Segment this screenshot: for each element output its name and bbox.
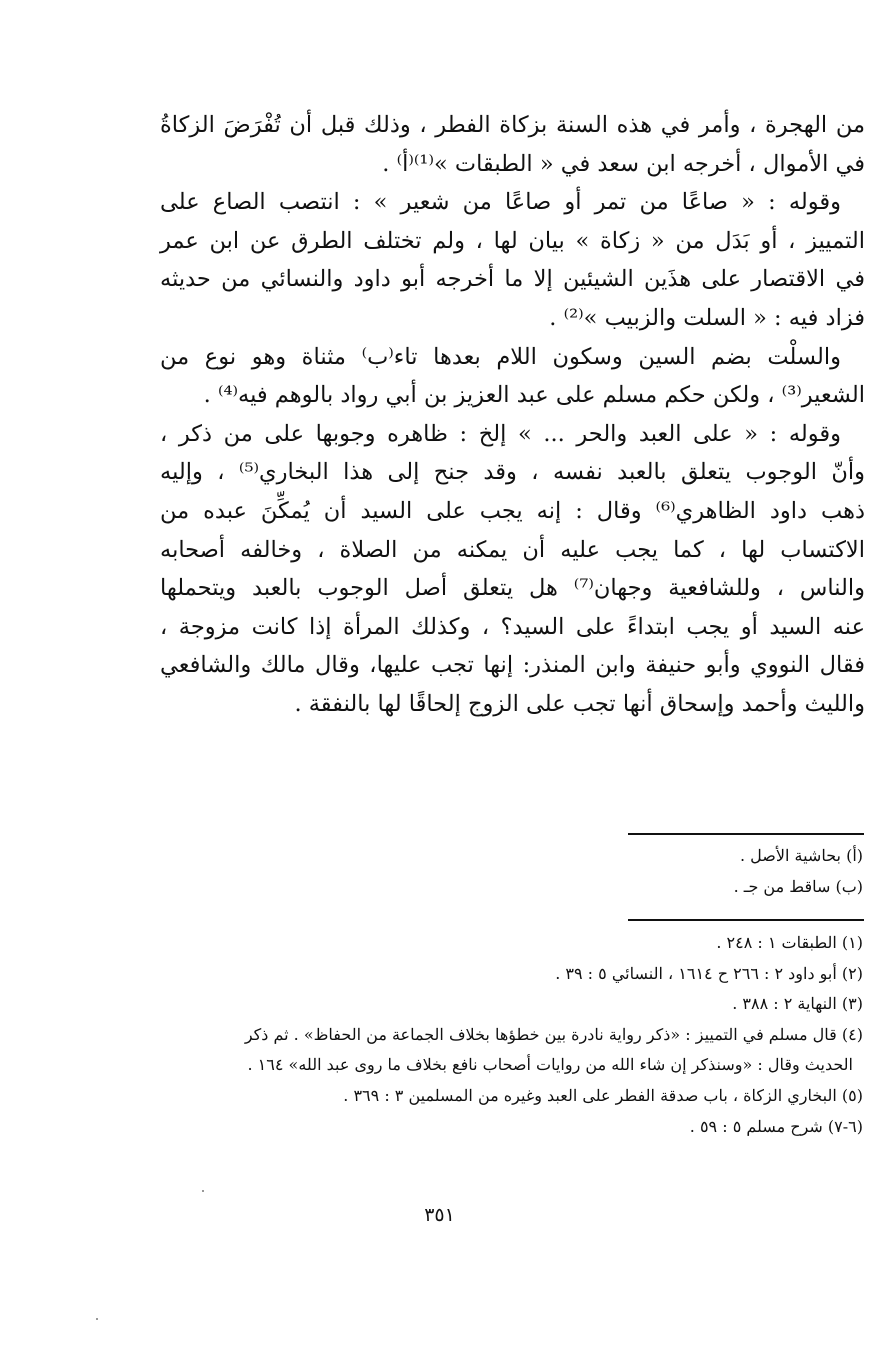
margin-note: (ب) ساقط من جـ . xyxy=(733,877,863,896)
footnote: (٦-٧) شرح مسلم ٥ : ٥٩ . xyxy=(689,1116,863,1136)
body-line: وقوله : « على العبد والحر ... » إلخ : ظاهره وجوبها على من ذكر ، xyxy=(160,420,841,447)
footnote: (٤) قال مسلم في التمييز : «ذكر رواية نادرة بين خطؤها بخلاف الجماعة من الحفاظ» . ثم ذكر xyxy=(244,1024,863,1044)
body-line: والليث وأحمد وإسحاق أنها تجب على الزوج إلحاقًا لها بالنفقة . xyxy=(294,690,865,717)
body-line: عنه السيد أو يجب ابتداءً على السيد؟ ، وكذلك المرأة إذا كانت مزوجة ، xyxy=(160,613,865,640)
body-line: الشعير⁽³⁾ ، ولكن حكم مسلم على عبد العزيز بن أبي رواد بالوهم فيه⁽⁴⁾ . xyxy=(203,382,865,409)
footnote: (٢) أبو داود ٢ : ٢٦٦ ح ١٦١٤ ، النسائي ٥ : ٣٩ . xyxy=(555,963,863,983)
scan-speck xyxy=(96,1318,98,1320)
body-line: فقال النووي وأبو حنيفة وابن المنذر: إنها تجب عليها، وقال مالك والشافعي xyxy=(160,652,865,679)
margin-note: (أ) بحاشية الأصل . xyxy=(739,846,863,865)
scan-speck xyxy=(202,1190,204,1192)
body-line: وأنّ الوجوب يتعلق بالعبد نفسه ، وقد جنح إلى هذا البخاري⁽⁵⁾ ، وإليه xyxy=(160,459,866,486)
body-line: في الاقتصار على هذَين الشيئين إلا ما أخرجه أبو داود والنسائي من حديثه xyxy=(160,266,865,293)
footnotes-divider xyxy=(628,919,864,921)
body-line: والناس ، وللشافعية وجهان⁽⁷⁾ هل يتعلق أصل الوجوب بالعبد ويتحملها xyxy=(160,575,865,602)
footnote: (٣) النهاية ٢ : ٣٨٨ . xyxy=(732,994,863,1014)
body-line: التمييز ، أو بَدَل من « زكاة » بيان لها ، ولم تختلف الطرق عن ابن عمر xyxy=(160,227,865,254)
body-line: من الهجرة ، وأمر في هذه السنة بزكاة الفطر ، وذلك قبل أن تُفْرَضَ الزكاةُ xyxy=(160,112,865,138)
body-line: والسلْت بضم السين وسكون اللام بعدها تاء⁽ب⁾ مثناة وهو نوع من xyxy=(160,343,841,370)
margin-notes-divider xyxy=(628,833,864,835)
body-line: ذهب داود الظاهري⁽⁶⁾ وقال : إنه يجب على السيد أن يُمكِّنَ عبده من xyxy=(160,497,865,524)
footnote: (١) الطبقات ١ : ٢٤٨ . xyxy=(716,933,863,952)
body-line: الاكتساب لها ، كما يجب عليه أن يمكنه من الصلاة ، وخالفه أصحابه xyxy=(160,536,865,563)
footnote-continuation: الحديث وقال : «وسنذكر إن شاء الله من روايات أصحاب نافع بخلاف ما روى عبد الله» ١٦٤ . xyxy=(247,1055,853,1075)
page-number: ٣٥١ xyxy=(424,1204,455,1226)
body-line: وقوله : « صاعًا من تمر أو صاعًا من شعير » : انتصب الصاع على xyxy=(160,189,841,216)
footnote: (٥) البخاري الزكاة ، باب صدقة الفطر على العبد وغيره من المسلمين ٣ : ٣٦٩ . xyxy=(343,1085,863,1105)
footnotes xyxy=(160,928,863,1142)
body-text xyxy=(160,106,865,724)
margin-notes xyxy=(460,840,863,902)
body-line: فزاد فيه : « السلت والزبيب »⁽²⁾ . xyxy=(549,304,865,331)
body-line: في الأموال ، أخرجه ابن سعد في « الطبقات »⁽¹⁾⁽أ⁾ . xyxy=(382,150,865,177)
